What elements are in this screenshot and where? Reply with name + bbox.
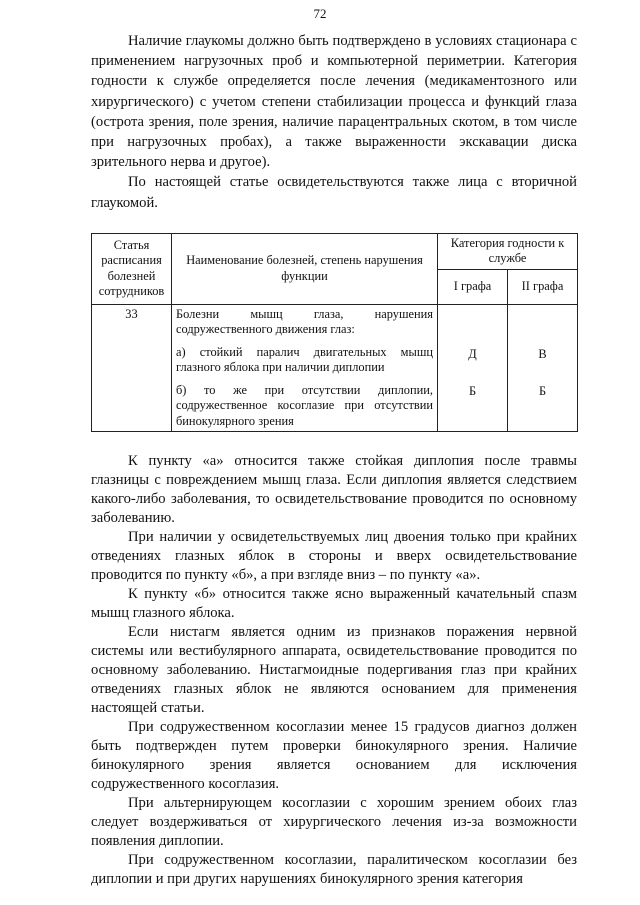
header-disease-name: Наименование болезней, степень нарушения функции bbox=[172, 233, 438, 304]
paragraph-secondary-glaucoma: По настоящей статье освидетельствуются также лица с вторичной глаукомой. bbox=[91, 174, 577, 211]
row-article-number: 33 bbox=[92, 304, 172, 432]
grade-b-column-2: Б bbox=[538, 384, 547, 399]
header-article: Статья расписания болезней сотрудников bbox=[92, 233, 172, 304]
grade-b-column-1: Б bbox=[468, 384, 477, 399]
row-grades-column-1 bbox=[438, 304, 508, 432]
header-fitness-category: Категория годности к службе bbox=[438, 233, 578, 269]
grade-a-column-1: Д bbox=[468, 346, 477, 361]
table-header-row bbox=[92, 233, 578, 269]
desc-item-a: а) стойкий паралич двигательных мышц глазного яблока при наличии диплопии bbox=[176, 344, 433, 375]
row-description bbox=[172, 304, 438, 432]
header-column-1: I графа bbox=[438, 269, 508, 304]
grade-a-column-2: В bbox=[538, 346, 547, 361]
row-grades-column-2 bbox=[508, 304, 578, 432]
page-number: 72 bbox=[313, 6, 327, 21]
paragraph-alternating-strabismus: При альтернирующем косоглазии с хорошим зрением обоих глаз следует воздерживаться от хирургического лечения из-за возможности появления диплопии. bbox=[91, 795, 577, 850]
paragraph-glaucoma-confirmation: Наличие глаукомы должно быть подтверждено в условиях стационара с применением нагрузочных проб и компьютерной периметрии. Категория годности к службе определяется после лечения (медикаментозного или хирургического) с учетом степени стабилизации процесса и функций глаза (острота зрения, поле зрения, наличие парацентральных скотом, в том числе при нагрузочных пробах), а также выраженности экскавации диска зрительного нерва и другое). bbox=[91, 33, 577, 171]
paragraph-paralytic-strabismus: При содружественном косоглазии, паралитическом косоглазии без диплопии и при других нарушениях бинокулярного зрения категория bbox=[91, 852, 577, 888]
paragraph-item-a-diplopia: К пункту «а» относится также стойкая диплопия после травмы глазницы с повреждением мышц глаза. Если диплопия является следствием какого-либо заболевания, то освидетельствование проводится по основному заболеванию. bbox=[91, 453, 577, 527]
desc-item-b: б) то же при отсутствии диплопии, содружественное косоглазие при отсутствии бинокулярного зрения bbox=[176, 382, 433, 428]
paragraph-strabismus-15: При содружественном косоглазии менее 15 градусов диагноз должен быть подтвержден путем проверки бинокулярного зрения. Наличие бинокулярного зрения является основанием для исключения содружественного косоглазия. bbox=[91, 719, 577, 793]
table-row bbox=[92, 304, 578, 432]
header-column-2: II графа bbox=[508, 269, 578, 304]
paragraph-item-b-spasm: К пункту «б» относится также ясно выраженный качательный спазм мышц глазного яблока. bbox=[91, 586, 577, 622]
disease-schedule-table bbox=[91, 233, 578, 433]
paragraph-double-vision: При наличии у освидетельствуемых лиц двоения только при крайних отведениях глазных яблок в стороны и вверх освидетельствование проводится по пункту «б», а при взгляде вниз – по пункту «а». bbox=[91, 529, 577, 584]
desc-general: Болезни мышц глаза, нарушения содружественного движения глаз: bbox=[176, 306, 433, 337]
document-body bbox=[91, 31, 577, 889]
paragraph-nystagmus: Если нистагм является одним из признаков поражения нервной системы или вестибулярного аппарата, освидетельствование проводится по основному заболеванию. Нистагмоидные подергивания глаз при крайних отведениях глазных яблок не являются основанием для применения настоящей статьи. bbox=[91, 624, 577, 717]
